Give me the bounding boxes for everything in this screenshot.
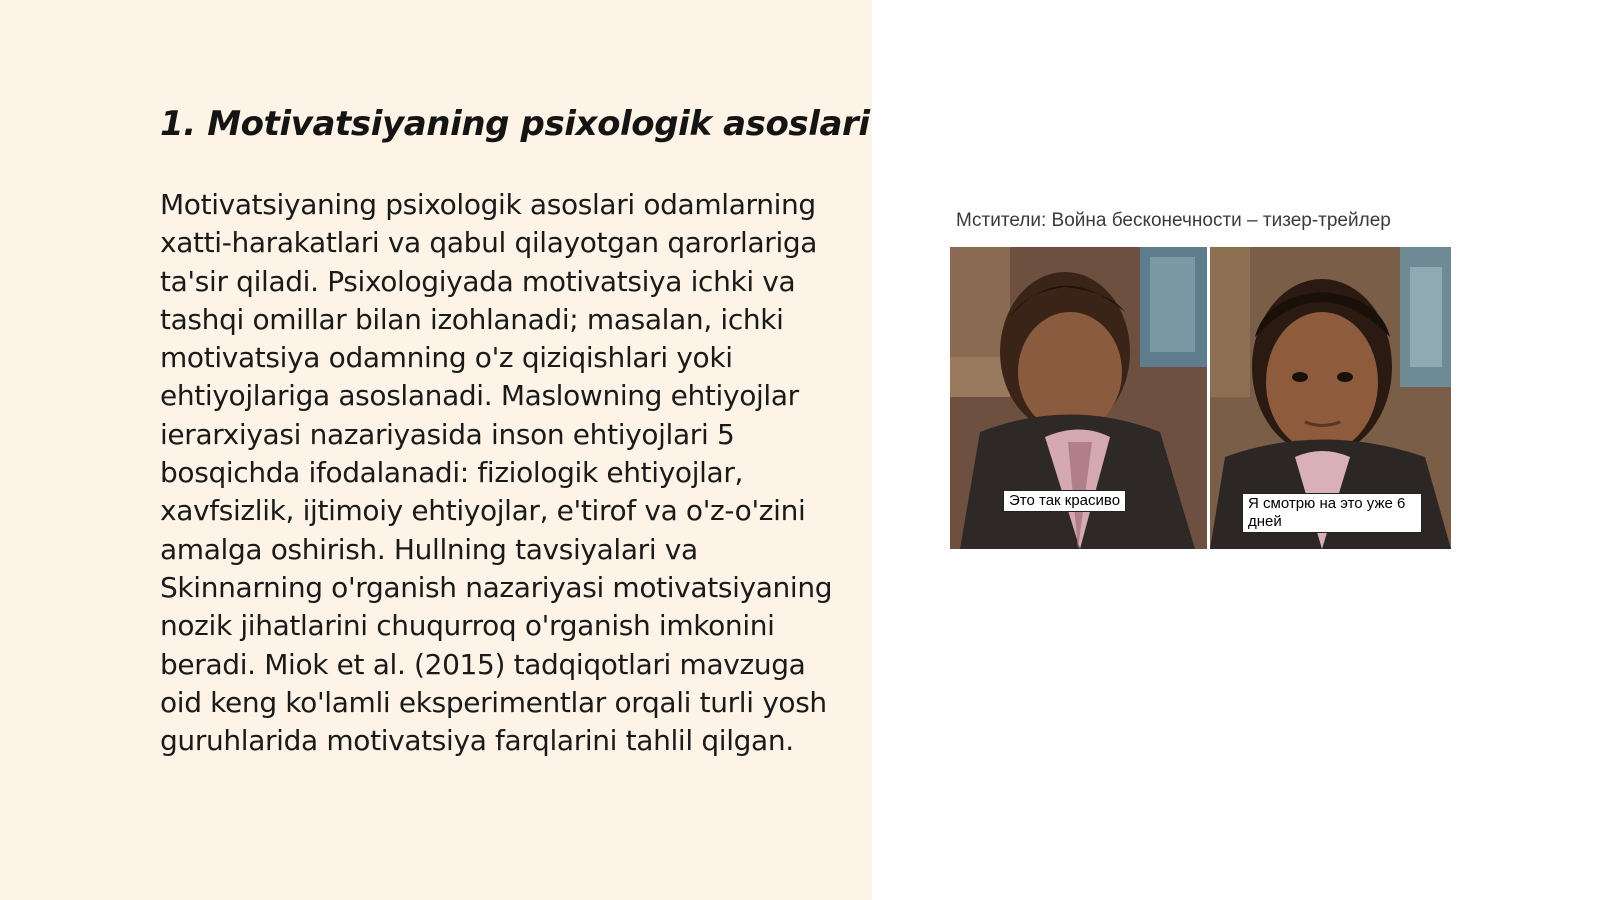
slide-title: 1. Motivatsiyaning psixologik asoslari [160, 104, 870, 144]
meme-image [950, 247, 1451, 549]
meme-frame-right [1210, 247, 1451, 549]
meme-caption-left: Это так красиво [1003, 490, 1126, 512]
meme-frame-left [950, 247, 1207, 549]
slide-body-text: Motivatsiyaning psixologik asoslari odamlarning xatti-harakatlari va qabul qilayotgan qarorlariga ta'sir qiladi. Psixologiyada motivatsiya ichki va tashqi omillar bilan izohlanadi; masalan, ichki motivatsiya odamning o'z qiziqishlari yoki ehtiyojlariga asoslanadi. Maslowning ehtiyojlar ierarxiyasi nazariyasida inson ehtiyojlari 5 bosqichda ifodalanadi: fiziologik ehtiyojlar, xavfsizlik, ijtimoiy ehtiyojlar, e'tirof va o'z-o'zini amalga oshirish. Hullning tavsiyalari va Skinnarning o'rganish nazariyasi motivatsiyaning nozik jihatlarini chuqurroq o'rganish imkonini beradi. Miok et al. (2015) tadqiqotlari mavzuga oid keng ko'lamli eksperimentlar orqali turli yosh guruhlarida motivatsiya farqlarini tahlil qilgan. [160, 188, 833, 758]
meme-caption-right: Я смотрю на это уже 6 дней [1242, 493, 1422, 533]
meme-heading: Мстители: Война бесконечности – тизер-трейлер [956, 210, 1391, 231]
